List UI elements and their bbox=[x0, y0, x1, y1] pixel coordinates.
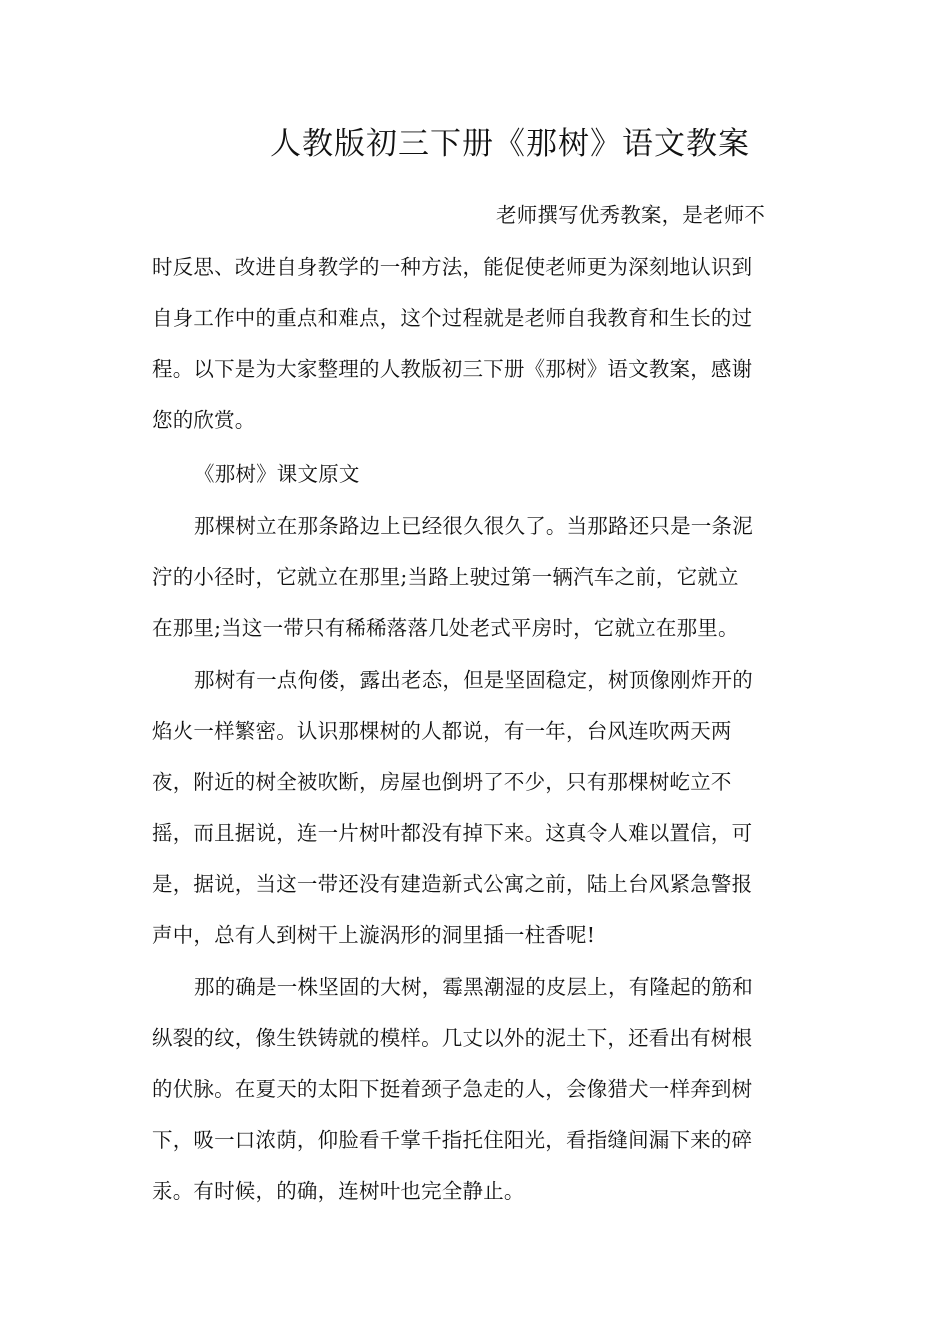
intro-line: 老师撰写优秀教案，是老师不 bbox=[496, 203, 766, 227]
paragraph-2-line: 焰火一样繁密。认识那棵树的人都说，有一年，台风连吹两天两 bbox=[152, 719, 732, 743]
intro-line: 自身工作中的重点和难点，这个过程就是老师自我教育和生长的过 bbox=[152, 306, 753, 330]
section-heading: 《那树》课文原文 bbox=[194, 462, 360, 486]
paragraph-2-line: 夜，附近的树全被吹断，房屋也倒坍了不少，只有那棵树屹立不 bbox=[152, 770, 732, 794]
paragraph-3-line: 汞。有时候，的确，连树叶也完全静止。 bbox=[152, 1179, 525, 1203]
paragraph-1-line: 那棵树立在那条路边上已经很久很久了。当那路还只是一条泥 bbox=[194, 514, 753, 538]
paragraph-2-line: 声中，总有人到树干上漩涡形的洞里插一柱香呢! bbox=[152, 923, 596, 947]
intro-line: 时反思、改进自身教学的一种方法，能促使老师更为深刻地认识到 bbox=[152, 255, 753, 279]
paragraph-3-line: 下，吸一口浓荫，仰脸看千掌千指托住阳光，看指缝间漏下来的碎 bbox=[152, 1128, 753, 1152]
paragraph-2-line: 是，据说，当这一带还没有建造新式公寓之前，陆上台风紧急警报 bbox=[152, 872, 753, 896]
paragraph-2-line: 那树有一点佝偻，露出老态，但是坚固稳定，树顶像刚炸开的 bbox=[194, 668, 753, 692]
paragraph-3-line: 那的确是一株坚固的大树，霉黑潮湿的皮层上，有隆起的筋和 bbox=[194, 975, 753, 999]
document-title: 人教版初三下册《那树》语文教案 bbox=[270, 126, 750, 162]
intro-line: 程。以下是为大家整理的人教版初三下册《那树》语文教案，感谢 bbox=[152, 357, 753, 381]
paragraph-3-line: 的伏脉。在夏天的太阳下挺着颈子急走的人，会像猎犬一样奔到树 bbox=[152, 1077, 753, 1101]
paragraph-3-line: 纵裂的纹，像生铁铸就的模样。几丈以外的泥土下，还看出有树根 bbox=[152, 1026, 753, 1050]
paragraph-1-line: 泞的小径时，它就立在那里;当路上驶过第一辆汽车之前，它就立 bbox=[152, 565, 739, 589]
intro-line: 您的欣赏。 bbox=[152, 408, 256, 432]
paragraph-1-line: 在那里;当这一带只有稀稀落落几处老式平房时，它就立在那里。 bbox=[152, 616, 739, 640]
paragraph-2-line: 摇，而且据说，连一片树叶都没有掉下来。这真令人难以置信，可 bbox=[152, 821, 753, 845]
